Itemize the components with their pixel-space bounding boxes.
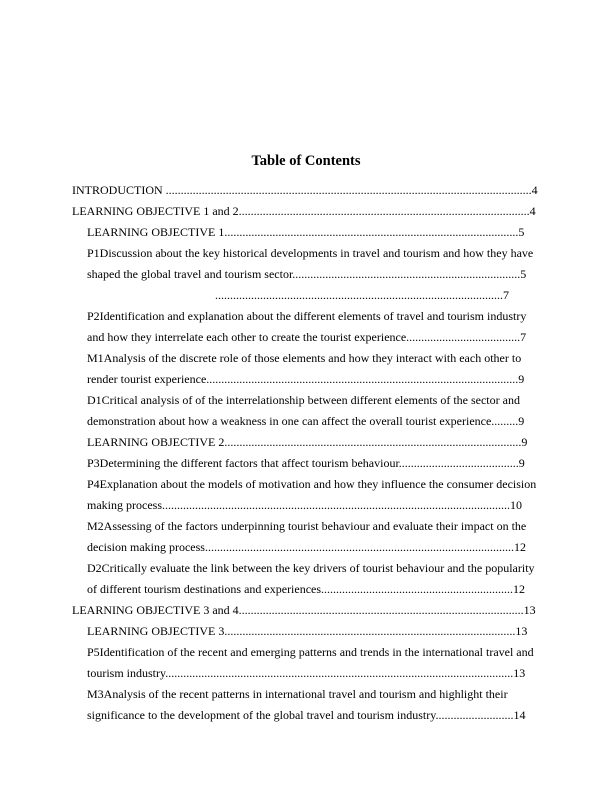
toc-entry-p3[interactable]: P3Determining the different factors that affect tourism behaviour........................................9 — [87, 456, 525, 470]
toc-entry-d1-line2[interactable]: demonstration about how a weakness in one can affect the overall tourist experience.........9 — [87, 414, 525, 428]
toc-entry-introduction[interactable]: INTRODUCTION ..........................................................................................................................4 — [72, 183, 538, 197]
toc-entry-p1-line2[interactable]: shaped the global travel and tourism sector............................................................................5 — [87, 267, 527, 281]
toc-title: Table of Contents — [251, 153, 361, 169]
toc-entry-m1-line2[interactable]: render tourist experience........................................................................................................9 — [87, 372, 525, 386]
toc-entry-d1-line1[interactable]: D1Critical analysis of of the interrelationship between different elements of the sector and — [87, 393, 520, 407]
toc-entry-m3-line2[interactable]: significance to the development of the global travel and tourism industry..........................14 — [87, 708, 526, 722]
toc-entry-lo-2[interactable]: LEARNING OBJECTIVE 2...................................................................................................9 — [87, 435, 528, 449]
toc-entry-m1-line1[interactable]: M1Analysis of the discrete role of those elements and how they interact with each other to — [87, 351, 522, 365]
toc-entry-blank-7[interactable]: ................................................................................................7 — [215, 288, 509, 302]
toc-entry-d2-line2[interactable]: of different tourism destinations and experiences................................................................12 — [87, 582, 526, 596]
toc-entry-m2-line1[interactable]: M2Assessing of the factors underpinning tourist behaviour and evaluate their impact on the — [87, 519, 527, 533]
toc-entry-lo-1-2[interactable]: LEARNING OBJECTIVE 1 and 2.................................................................................................4 — [72, 204, 536, 218]
toc-entry-lo-1[interactable]: LEARNING OBJECTIVE 1..................................................................................................5 — [87, 225, 525, 239]
toc-entry-m3-line1[interactable]: M3Analysis of the recent patterns in international travel and tourism and highlight their — [87, 687, 508, 701]
toc-entry-d2-line1[interactable]: D2Critically evaluate the link between the key drivers of tourist behaviour and the popularity — [87, 561, 535, 575]
toc-entry-lo-3[interactable]: LEARNING OBJECTIVE 3.................................................................................................13 — [87, 624, 528, 638]
toc-entry-p5-line1[interactable]: P5Identification of the recent and emerging patterns and trends in the international travel and — [87, 645, 534, 659]
toc-entry-p2-line1[interactable]: P2Identification and explanation about the different elements of travel and tourism industry — [87, 309, 527, 323]
toc-entry-p1-line1[interactable]: P1Discussion about the key historical developments in travel and tourism and how they have — [87, 246, 534, 260]
toc-entry-p2-line2[interactable]: and how they interrelate each other to create the tourist experience......................................7 — [87, 330, 527, 344]
toc-entry-p4-line2[interactable]: making process....................................................................................................................10 — [87, 498, 522, 512]
toc-entry-m2-line2[interactable]: decision making process.......................................................................................................12 — [87, 540, 526, 554]
toc-entry-p4-line1[interactable]: P4Explanation about the models of motivation and how they influence the consumer decision — [87, 477, 537, 491]
toc-entry-lo-3-4[interactable]: LEARNING OBJECTIVE 3 and 4...............................................................................................13 — [72, 603, 536, 617]
toc-entry-p5-line2[interactable]: tourism industry....................................................................................................................13 — [87, 666, 526, 680]
